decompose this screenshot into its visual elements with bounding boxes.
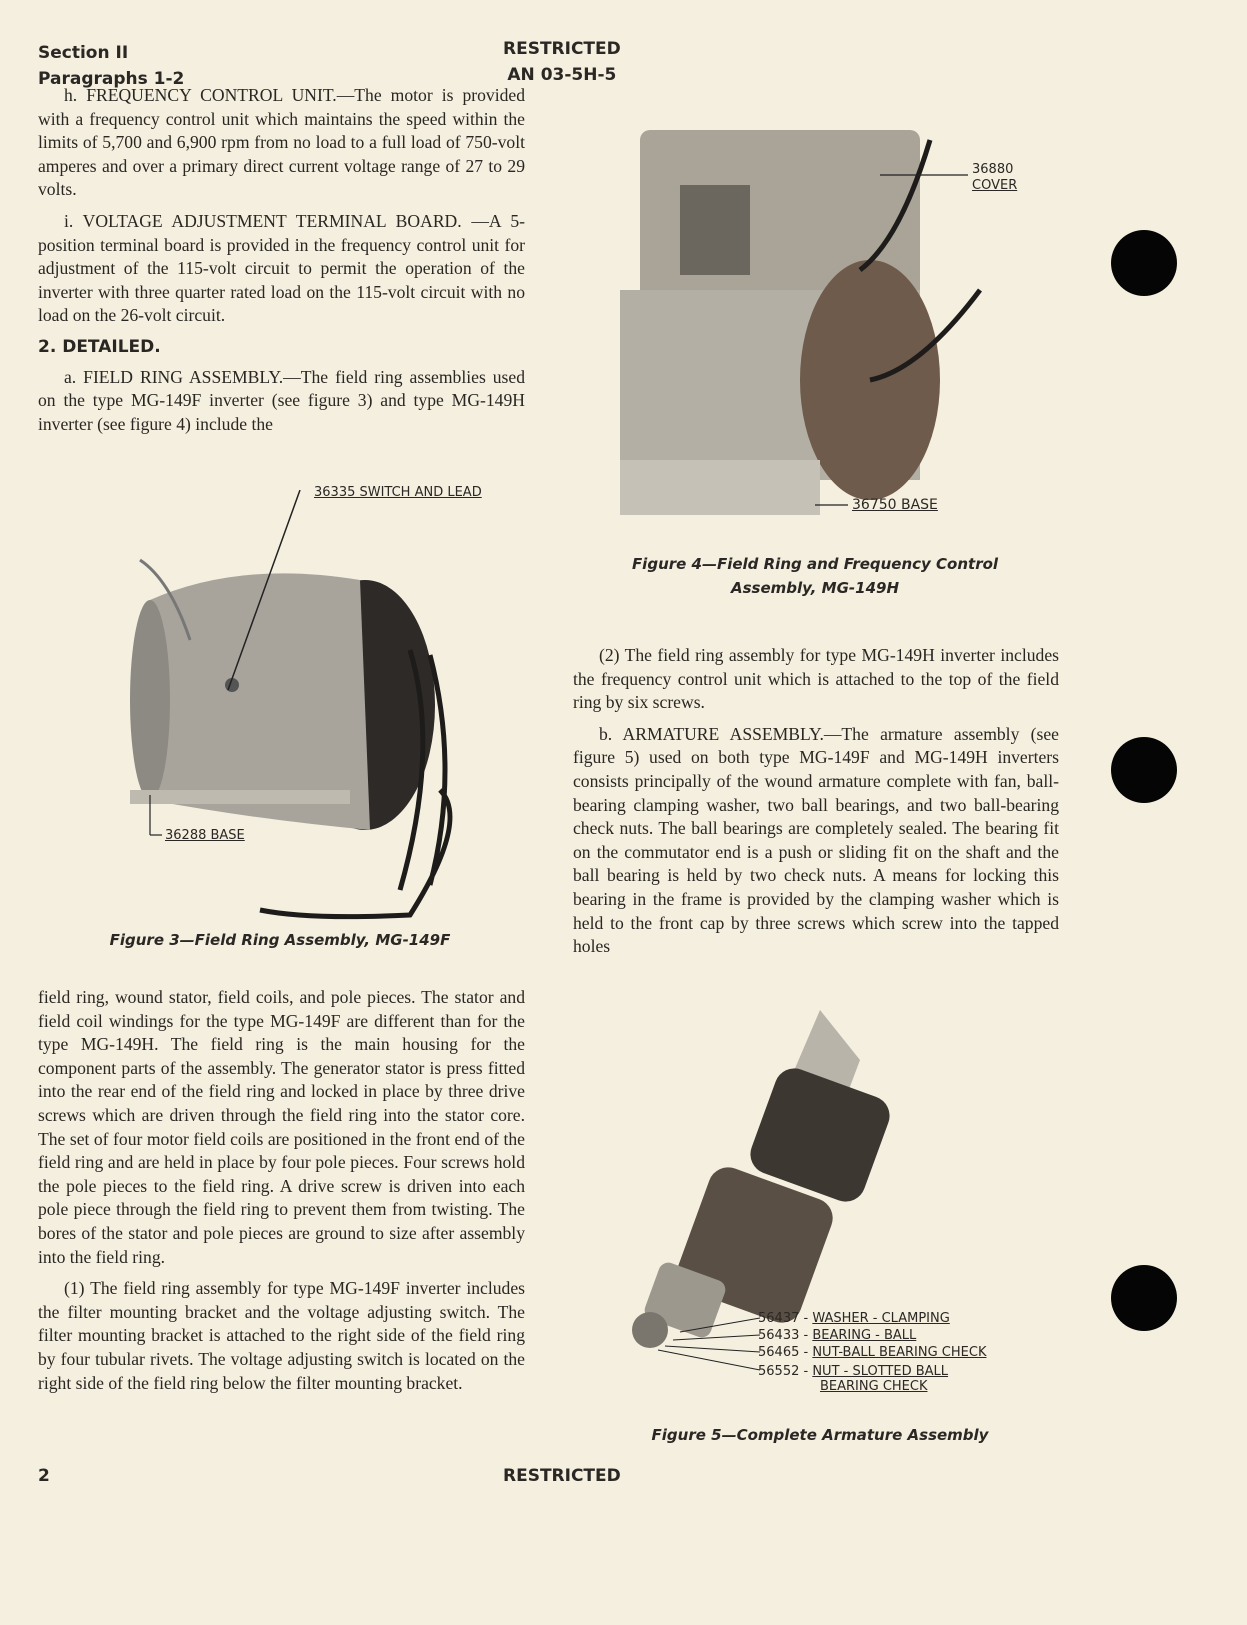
- left-column-bottom: [38, 986, 525, 1403]
- figure-5-leader-lines: [640, 1310, 765, 1380]
- doc-number: AN 03-5H-5: [507, 65, 617, 85]
- paragraphs-label: Paragraphs 1-2: [38, 69, 185, 89]
- figure-3-label-switch: 36335 SWITCH AND LEAD: [314, 485, 482, 500]
- figure-5-caption: Figure 5—Complete Armature Assembly: [651, 1426, 989, 1444]
- punch-hole: [1111, 230, 1177, 296]
- paragraph-a: a. FIELD RING ASSEMBLY.—The field ring assemblies used on the type MG-149F inverter (see figure 3) and type MG-149H inverter (see figure 4) include the: [38, 366, 525, 434]
- paragraph-1: (1) The field ring assembly for type MG-149F inverter includes the filter mounting bracket and the voltage adjusting switch. The filter mounting bracket is attached to the right side of the field ring by four tubular rivets. The voltage adjusting switch is located on the right side of the field ring below the filter mounting bracket.: [38, 1278, 525, 1393]
- figure-4-photo: [600, 120, 1000, 540]
- section-label: Section II: [38, 43, 129, 63]
- figure-4-caption-line1: Figure 4—Field Ring and Frequency Control: [631, 555, 999, 573]
- paragraph-h: h. FREQUENCY CONTROL UNIT.—The motor is provided with a frequency control unit which maintains the speed within the limits of 5,700 and 6,900 rpm from no load to a full load of 750-volt amperes and over a primary direct current voltage range of 27 to 29 volts.: [38, 85, 525, 200]
- figure-5-photo: [610, 1000, 970, 1350]
- figure-5-part-1: 56437 - WASHER - CLAMPING: [758, 1311, 950, 1326]
- page-number: 2: [38, 1466, 50, 1486]
- paragraph-i: i. VOLTAGE ADJUSTMENT TERMINAL BOARD. —A 5-position terminal board is provided in the frequency control unit for adjustment of the 115-volt circuit to permit the operation of the inverter with three quarter rated load on the 115-volt circuit with no load on the 26-volt circuit.: [38, 210, 525, 326]
- section-heading: 2. DETAILED.: [38, 336, 161, 357]
- figure-5-part-3: 56465 - NUT-BALL BEARING CHECK: [758, 1345, 987, 1360]
- figure-3-photo: [110, 490, 530, 930]
- paragraph-2: (2) The field ring assembly for type MG-149H inverter includes the frequency control unit which is attached to the top of the field ring by six screws.: [573, 645, 1059, 713]
- figure-4-label-cover: 36880 COVER: [972, 162, 1018, 193]
- right-column: [573, 644, 1059, 967]
- figure-3-caption: Figure 3—Field Ring Assembly, MG-149F: [109, 931, 451, 949]
- restricted-label: RESTRICTED: [503, 39, 621, 59]
- punch-hole: [1111, 737, 1177, 803]
- figure-4-caption-line2: Assembly, MG-149H: [730, 579, 899, 597]
- footer-restricted: RESTRICTED: [503, 1466, 621, 1486]
- paragraph-a-continued: field ring, wound stator, field coils, and pole pieces. The stator and field coil windings for the type MG-149F are different than for the type MG-149H. The field ring is the main housing for the component parts of the assembly. The generator stator is press fitted into the rear end of the field ring and locked in place by three drive screws which are driven through the field ring into the stator core. The set of four motor field coils are positioned in the front end of the field ring and are held in place by four pole pieces. Four screws hold the pole pieces to the field ring. A drive screw is driven into each pole piece through the field ring to prevent them from twisting. The bores of the stator and pole pieces are ground to size after assembly into the field ring.: [38, 987, 525, 1267]
- classification-header: [503, 36, 621, 88]
- figure-4-caption: [590, 552, 1040, 600]
- paragraph-b: b. ARMATURE ASSEMBLY.—The armature assembly (see figure 5) used on both type MG-149F and MG-149H inverters consists principally of the wound armature complete with fan, ball-bearing clamping washer, two ball bearings, and two ball-bearing check nuts. The ball bearings are completely sealed. The bearing fit on the commutator end is a push or sliding fit on the shaft and the ball bearing is held by two check nuts. A means for locking this bearing in the frame is provided by the clamping washer which is held to the front cap by three screws which screw into the tapped holes: [573, 723, 1059, 957]
- figure-5-part-4: 56552 - NUT - SLOTTED BALL BEARING CHECK: [758, 1364, 949, 1394]
- figure-4-label-base: 36750 BASE: [852, 497, 938, 513]
- figure-3-label-base: 36288 BASE: [165, 828, 245, 843]
- left-column-top: [38, 84, 525, 444]
- punch-hole: [1111, 1265, 1177, 1331]
- figure-5-part-2: 56433 - BEARING - BALL: [758, 1328, 917, 1343]
